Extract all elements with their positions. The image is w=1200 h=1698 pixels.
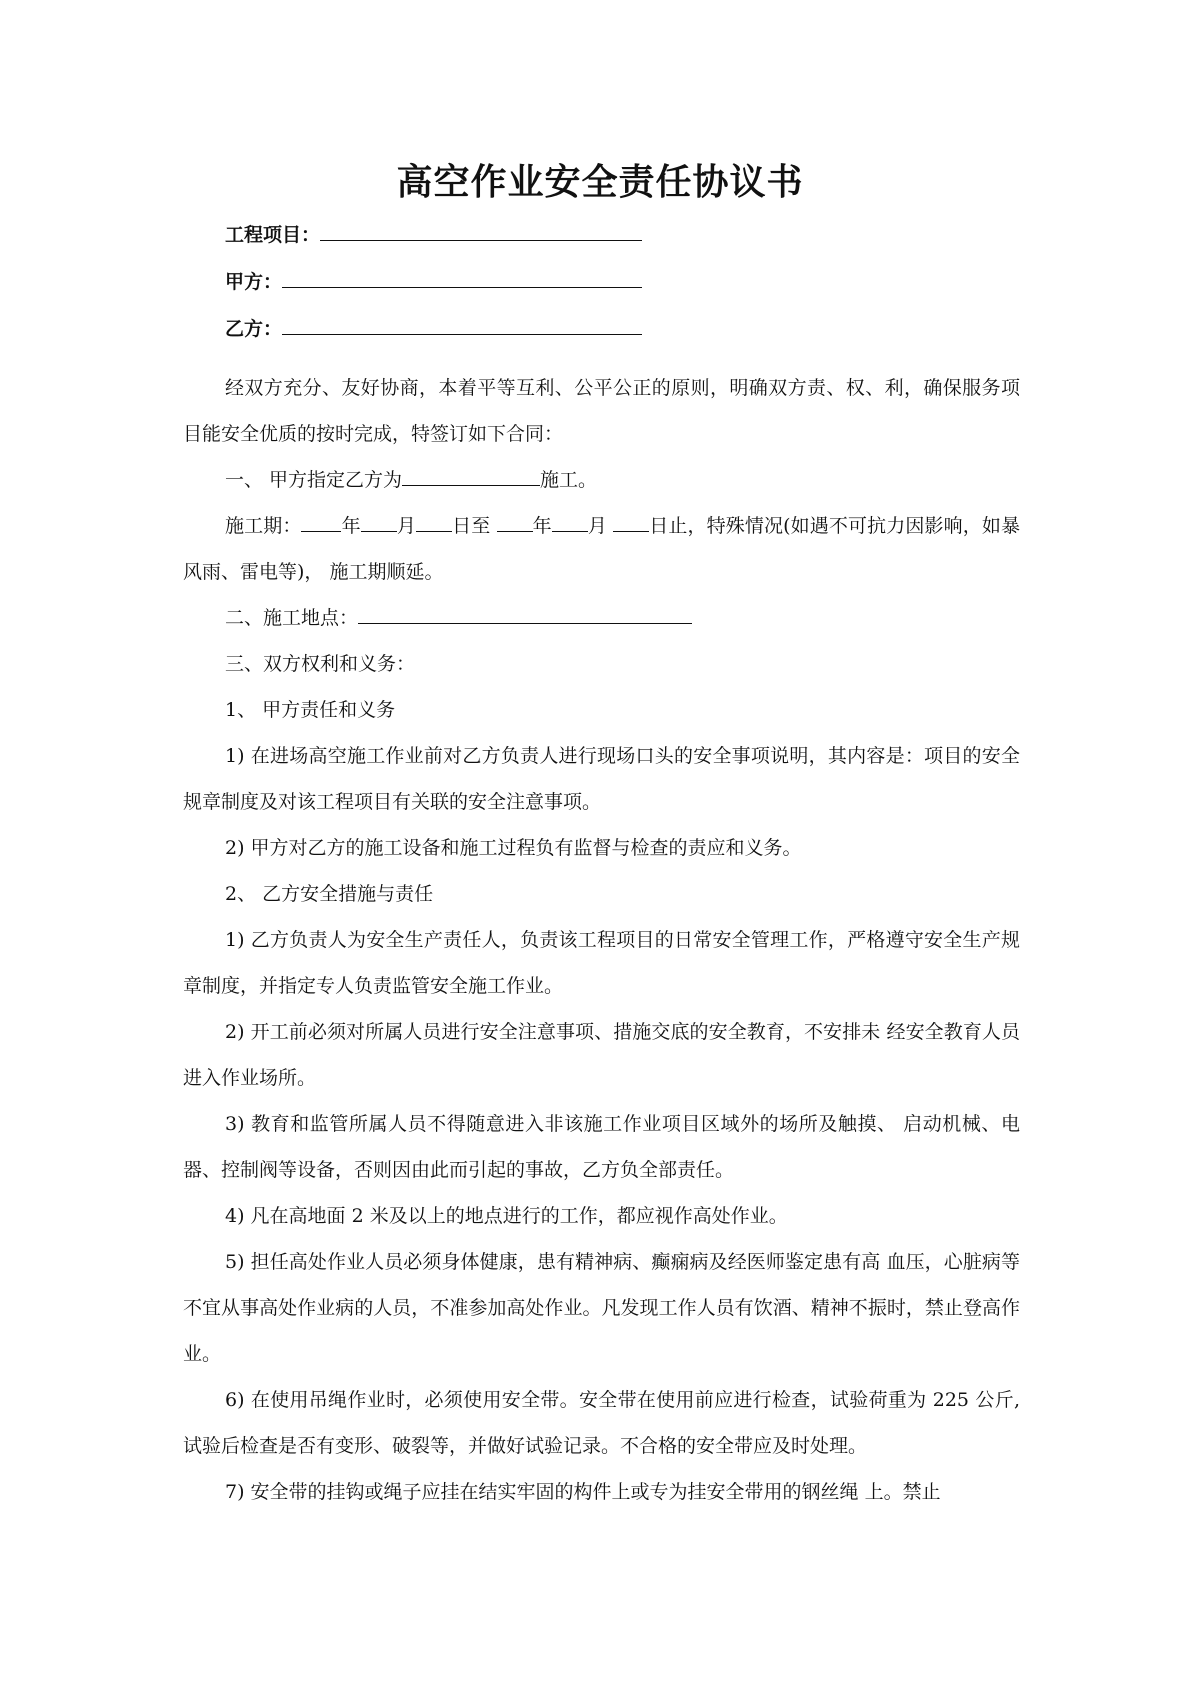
construction-period xyxy=(183,503,1020,595)
party-b-item: 4) 凡在高地面 2 米及以上的地点进行的工作，都应视作高处作业。 xyxy=(225,1205,788,1227)
section-1-prefix: 一、 甲方指定乙方为 xyxy=(225,469,403,491)
party-a-item: 1) 在进场高空施工作业前对乙方负责人进行现场口头的安全事项说明，其内容是：项目的安全规章制度及对该工程项目有关联的安全注意事项。 xyxy=(183,745,1020,813)
end-year-blank[interactable] xyxy=(497,513,533,532)
end-day-blank[interactable] xyxy=(613,513,649,532)
party-b-item: 3) 教育和监管所属人员不得随意进入非该施工作业项目区域外的场所及触摸、 启动机械、电器、控制阀等设备，否则因由此而引起的事故，乙方负全部责任。 xyxy=(183,1113,1020,1181)
intro-paragraph: 经双方充分、友好协商，本着平等互利、公平公正的原则，明确双方责、权、利，确保服务项目能安全优质的按时完成，特签订如下合同： xyxy=(183,377,1020,445)
start-month-blank[interactable] xyxy=(361,513,397,532)
party-b-item: 5) 担任高处作业人员必须身体健康，患有精神病、癫痫病及经医师鉴定患有高 血压，心脏病等不宜从事高处作业病的人员，不准参加高处作业。凡发现工作人员有饮酒、精神不振时，禁止登高作业。 xyxy=(183,1251,1020,1365)
document-body xyxy=(183,365,1020,1515)
end-year-unit: 年 xyxy=(532,515,552,537)
start-day-blank[interactable] xyxy=(416,513,452,532)
party-b-item: 6) 在使用吊绳作业时，必须使用安全带。安全带在使用前应进行检查，试验荷重为 225 公斤,试验后检查是否有变形、破裂等，并做好试验记录。不合格的安全带应及时处理。 xyxy=(183,1389,1020,1457)
party-b-heading: 2、 乙方安全措施与责任 xyxy=(225,883,434,905)
start-month-unit: 月 xyxy=(396,515,416,537)
party-a-blank[interactable] xyxy=(282,267,642,288)
start-year-blank[interactable] xyxy=(301,513,341,532)
party-a-label: 甲方： xyxy=(225,271,283,293)
party-b-label: 乙方： xyxy=(225,318,283,340)
end-month-blank[interactable] xyxy=(552,513,588,532)
party-a-item: 2) 甲方对乙方的施工设备和施工过程负有监督与检查的责应和义务。 xyxy=(225,837,802,859)
project-field xyxy=(225,220,642,249)
construction-type-blank[interactable] xyxy=(402,467,540,486)
party-b-item: 7) 安全带的挂钩或绳子应挂在结实牢固的构件上或专为挂安全带用的钢丝绳 上。禁止 xyxy=(225,1481,941,1503)
project-label: 工程项目： xyxy=(225,224,321,246)
end-month-unit: 月 xyxy=(587,515,608,537)
period-label: 施工期： xyxy=(225,515,302,537)
end-day-unit: 日止，特殊情况(如遇不可抗力因影响，如暴风雨、雷电等)， 施工期顺延。 xyxy=(183,515,1020,583)
party-b-item: 1) 乙方负责人为安全生产责任人，负责该工程项目的日常安全管理工作，严格遵守安全生产规章制度，并指定专人负责监管安全施工作业。 xyxy=(183,929,1020,997)
section-3: 三、双方权利和义务： xyxy=(225,653,416,675)
start-day-unit: 日至 xyxy=(451,515,491,537)
section-2-label: 二、施工地点： xyxy=(225,607,359,629)
party-b-field xyxy=(225,314,642,343)
section-1 xyxy=(183,457,1020,503)
section-1-suffix: 施工。 xyxy=(540,469,598,491)
start-year-unit: 年 xyxy=(341,515,361,537)
party-b-item: 2) 开工前必须对所属人员进行安全注意事项、措施交底的安全教育，不安排未 经安全教育人员进入作业场所。 xyxy=(183,1021,1020,1089)
party-b-blank[interactable] xyxy=(282,314,642,335)
location-blank[interactable] xyxy=(358,605,692,624)
document-title: 高空作业安全责任协议书 xyxy=(396,161,804,203)
section-2 xyxy=(183,595,1020,641)
party-a-heading: 1、 甲方责任和义务 xyxy=(225,699,396,721)
project-blank[interactable] xyxy=(320,220,642,241)
party-a-field xyxy=(225,267,642,296)
